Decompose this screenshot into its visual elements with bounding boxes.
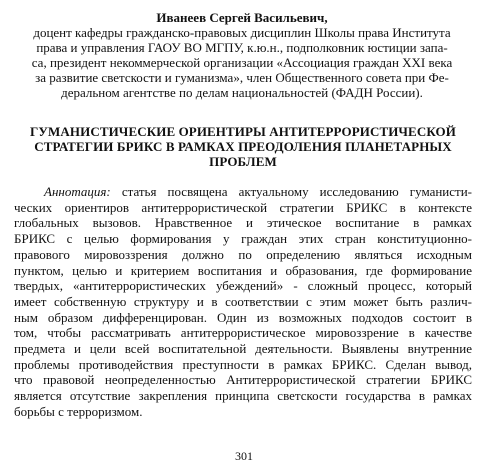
- article-title: [14, 124, 472, 169]
- author-affiliation-line: са, президент некоммерческой организации «Ассоциация граждан XXI века: [31, 55, 453, 70]
- author-affiliation-line: за развитие светскости и гуманизма», член Общественного совета при Фе-: [35, 70, 449, 85]
- abstract-line: глобальных вызовов. Нравственное и этическое воспитание в рамках: [14, 215, 472, 231]
- abstract-first-line-text: статья посвящена актуальному исследованию гуманисти-: [110, 184, 472, 199]
- abstract-line: БРИКС с целью формирования у граждан этих стран конституционно-: [14, 231, 472, 247]
- page-number: 301: [235, 449, 253, 463]
- abstract-line: борьбы с терроризмом.: [14, 403, 143, 419]
- article-title-line: ГУМАНИСТИЧЕСКИЕ ОРИЕНТИРЫ АНТИТЕРРОРИСТИЧЕСКОЙ: [30, 124, 456, 139]
- article-title-line: ПРОБЛЕМ: [209, 154, 277, 169]
- abstract-line: ческих ориентиров антитеррористической стратегии БРИКС в контексте: [14, 199, 472, 215]
- author-affiliation-line: доцент кафедры гражданско-правовых дисциплин Школы права Института: [33, 25, 451, 40]
- abstract-line: твердых, «антитеррористических убеждений» - сложный процесс, который: [14, 278, 472, 294]
- abstract-line: что правовой неопределенностью Антитеррористической стратегии БРИКС: [14, 372, 472, 388]
- abstract-line: является отсутствие закрепления принципа светскости государства в рамках: [14, 388, 472, 404]
- abstract-line: пунктом, целью и критерием воспитания и образования, где формирование: [14, 262, 472, 278]
- abstract-label: Аннотация:: [44, 184, 111, 199]
- abstract-line: ным образом дифференцирован. Один из возможных подходов состоит в: [14, 309, 472, 325]
- abstract-line: имеет собственную структуру и в соответствии с этим может быть различ-: [14, 293, 472, 309]
- abstract-line: том, чтобы рассматривать антитеррористическое мировоззрение в качестве: [14, 325, 472, 341]
- abstract: [14, 184, 472, 420]
- author-block: [14, 10, 470, 100]
- author-name: Иванеев Сергей Васильевич,: [156, 10, 328, 25]
- abstract-line: [14, 184, 472, 200]
- author-affiliation-line: права и управления ГАОУ ВО МГПУ, к.ю.н., подполковник юстиции запа-: [36, 40, 448, 55]
- author-affiliation-line: деральном агентстве по делам национальностей (ФАДН России).: [61, 85, 423, 100]
- article-title-line: СТРАТЕГИИ БРИКС В РАМКАХ ПРЕОДОЛЕНИЯ ПЛАНЕТАРНЫХ: [34, 139, 452, 154]
- abstract-line: проблемы противодействия преступности в рамках БРИКС. Сделан вывод,: [14, 356, 472, 372]
- abstract-line: правового мировоззрения должно по определению являться исходным: [14, 246, 472, 262]
- abstract-line: предмета и цели всей воспитательной деятельности. Выявлены внутренние: [14, 341, 472, 357]
